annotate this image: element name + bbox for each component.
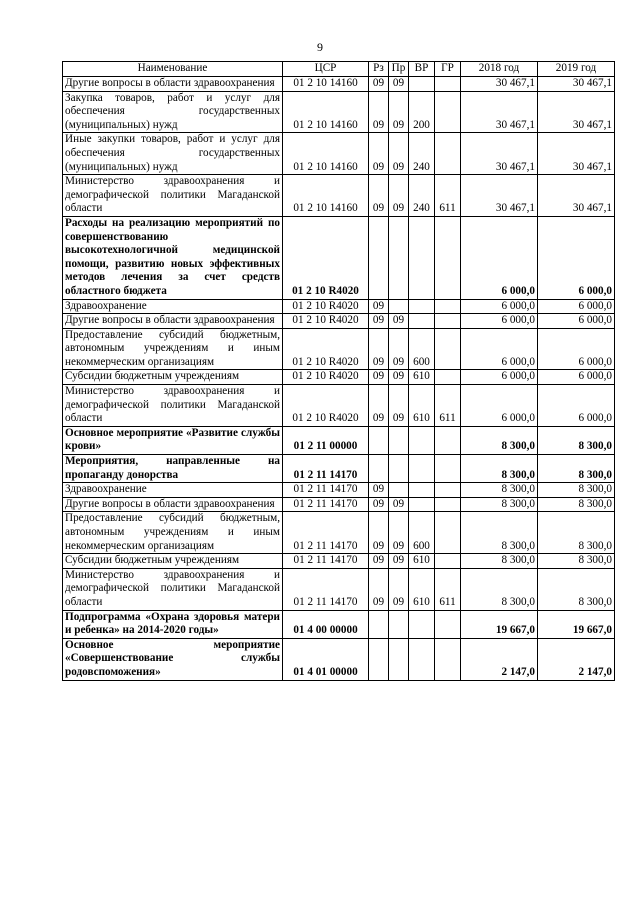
cell-pr: 09 [389, 370, 409, 385]
header-pr: Пр [389, 62, 409, 77]
cell-gr [435, 328, 461, 370]
cell-2018: 8 300,0 [461, 455, 538, 483]
cell-2018: 8 300,0 [461, 483, 538, 498]
cell-rz: 09 [369, 175, 389, 217]
budget-table [62, 61, 615, 681]
cell-vr [409, 497, 435, 512]
cell-name: Другие вопросы в области здравоохранения [63, 497, 283, 512]
cell-pr [389, 216, 409, 299]
table-row [63, 455, 615, 483]
cell-pr: 09 [389, 314, 409, 329]
cell-name: Здравоохранение [63, 299, 283, 314]
cell-name: Субсидии бюджетным учреждениям [63, 554, 283, 569]
header-name: Наименование [63, 62, 283, 77]
cell-gr [435, 426, 461, 454]
cell-2018: 8 300,0 [461, 512, 538, 554]
cell-rz: 09 [369, 299, 389, 314]
cell-rz [369, 638, 389, 680]
table-row [63, 133, 615, 175]
cell-gr [435, 638, 461, 680]
cell-gr [435, 512, 461, 554]
cell-pr: 09 [389, 554, 409, 569]
cell-rz: 09 [369, 385, 389, 427]
table-row [63, 175, 615, 217]
cell-pr: 09 [389, 77, 409, 92]
cell-vr [409, 638, 435, 680]
header-vr: ВР [409, 62, 435, 77]
cell-csr: 01 2 10 14160 [283, 133, 369, 175]
cell-pr [389, 299, 409, 314]
cell-vr: 610 [409, 370, 435, 385]
cell-2019: 6 000,0 [538, 299, 615, 314]
cell-rz: 09 [369, 512, 389, 554]
table-row [63, 299, 615, 314]
cell-gr [435, 455, 461, 483]
table-row [63, 497, 615, 512]
cell-csr: 01 2 10 R4020 [283, 314, 369, 329]
cell-pr: 09 [389, 512, 409, 554]
cell-csr: 01 2 10 R4020 [283, 328, 369, 370]
cell-rz: 09 [369, 77, 389, 92]
cell-vr [409, 314, 435, 329]
cell-csr: 01 2 11 14170 [283, 483, 369, 498]
cell-name: Основное мероприятие «Совершенствование службы родовспоможения» [63, 638, 283, 680]
cell-pr: 09 [389, 328, 409, 370]
cell-gr [435, 91, 461, 133]
cell-pr: 09 [389, 175, 409, 217]
cell-vr: 610 [409, 385, 435, 427]
cell-name: Предоставление субсидий бюджетным, автономным учреждениям и иным некоммерческим организациям [63, 328, 283, 370]
table-row [63, 426, 615, 454]
table-row [63, 554, 615, 569]
cell-name: Основное мероприятие «Развитие службы крови» [63, 426, 283, 454]
cell-pr: 09 [389, 568, 409, 610]
cell-name: Другие вопросы в области здравоохранения [63, 77, 283, 92]
cell-2019: 6 000,0 [538, 314, 615, 329]
cell-2019: 6 000,0 [538, 216, 615, 299]
cell-2018: 8 300,0 [461, 568, 538, 610]
cell-rz: 09 [369, 91, 389, 133]
cell-gr [435, 299, 461, 314]
cell-2018: 2 147,0 [461, 638, 538, 680]
cell-rz: 09 [369, 483, 389, 498]
cell-rz [369, 455, 389, 483]
cell-vr: 240 [409, 175, 435, 217]
cell-vr: 610 [409, 568, 435, 610]
cell-2018: 6 000,0 [461, 328, 538, 370]
header-2019: 2019 год [538, 62, 615, 77]
table-row [63, 568, 615, 610]
table-row [63, 328, 615, 370]
cell-name: Министерство здравоохранения и демографической политики Магаданской области [63, 175, 283, 217]
cell-csr: 01 2 10 R4020 [283, 385, 369, 427]
cell-pr [389, 610, 409, 638]
cell-name: Закупка товаров, работ и услуг для обеспечения государственных (муниципальных) нужд [63, 91, 283, 133]
cell-gr: 611 [435, 385, 461, 427]
table-row [63, 610, 615, 638]
cell-2018: 30 467,1 [461, 133, 538, 175]
cell-rz [369, 610, 389, 638]
cell-2018: 6 000,0 [461, 216, 538, 299]
cell-vr [409, 77, 435, 92]
cell-name: Здравоохранение [63, 483, 283, 498]
cell-name: Расходы на реализацию мероприятий по совершенствованию высокотехнологичной медицинской помощи, развитию новых эффективных методов лечения за счет средств областного бюджета [63, 216, 283, 299]
table-row [63, 77, 615, 92]
cell-name: Подпрограмма «Охрана здоровья матери и ребенка» на 2014-2020 годы» [63, 610, 283, 638]
page-number: 9 [317, 40, 323, 54]
table-row [63, 314, 615, 329]
cell-gr: 611 [435, 568, 461, 610]
table-row [63, 512, 615, 554]
table-row [63, 370, 615, 385]
cell-vr [409, 426, 435, 454]
cell-name: Субсидии бюджетным учреждениям [63, 370, 283, 385]
cell-2019: 8 300,0 [538, 483, 615, 498]
cell-vr: 610 [409, 554, 435, 569]
cell-gr [435, 133, 461, 175]
cell-csr: 01 2 11 14170 [283, 512, 369, 554]
table-row [63, 91, 615, 133]
cell-csr: 01 2 11 14170 [283, 568, 369, 610]
cell-rz [369, 216, 389, 299]
cell-2019: 30 467,1 [538, 91, 615, 133]
cell-gr [435, 483, 461, 498]
cell-pr: 09 [389, 497, 409, 512]
cell-2018: 30 467,1 [461, 77, 538, 92]
cell-gr [435, 497, 461, 512]
cell-rz: 09 [369, 328, 389, 370]
cell-2019: 6 000,0 [538, 370, 615, 385]
cell-pr [389, 455, 409, 483]
cell-2019: 30 467,1 [538, 133, 615, 175]
cell-pr: 09 [389, 91, 409, 133]
cell-csr: 01 2 10 R4020 [283, 299, 369, 314]
table-row [63, 483, 615, 498]
cell-2018: 30 467,1 [461, 91, 538, 133]
cell-csr: 01 2 10 14160 [283, 175, 369, 217]
cell-name: Предоставление субсидий бюджетным, автономным учреждениям и иным некоммерческим организациям [63, 512, 283, 554]
cell-vr: 600 [409, 512, 435, 554]
cell-gr [435, 610, 461, 638]
cell-gr [435, 554, 461, 569]
cell-vr [409, 455, 435, 483]
cell-2018: 8 300,0 [461, 554, 538, 569]
cell-2019: 8 300,0 [538, 426, 615, 454]
cell-pr [389, 426, 409, 454]
cell-csr: 01 2 11 00000 [283, 426, 369, 454]
cell-2019: 8 300,0 [538, 455, 615, 483]
cell-2018: 19 667,0 [461, 610, 538, 638]
cell-2018: 8 300,0 [461, 497, 538, 512]
cell-gr [435, 314, 461, 329]
table-row [63, 385, 615, 427]
cell-rz [369, 426, 389, 454]
cell-2019: 30 467,1 [538, 175, 615, 217]
cell-gr [435, 370, 461, 385]
cell-csr: 01 2 10 R4020 [283, 370, 369, 385]
cell-pr: 09 [389, 133, 409, 175]
cell-csr: 01 2 11 14170 [283, 497, 369, 512]
cell-2019: 8 300,0 [538, 568, 615, 610]
cell-name: Другие вопросы в области здравоохранения [63, 314, 283, 329]
cell-rz: 09 [369, 370, 389, 385]
cell-rz: 09 [369, 554, 389, 569]
cell-csr: 01 2 10 R4020 [283, 216, 369, 299]
cell-vr [409, 483, 435, 498]
cell-2019: 8 300,0 [538, 512, 615, 554]
cell-vr: 240 [409, 133, 435, 175]
cell-2019: 6 000,0 [538, 385, 615, 427]
cell-name: Мероприятия, направленные на пропаганду донорства [63, 455, 283, 483]
cell-vr [409, 216, 435, 299]
cell-2018: 6 000,0 [461, 299, 538, 314]
cell-rz: 09 [369, 568, 389, 610]
cell-2019: 19 667,0 [538, 610, 615, 638]
cell-pr [389, 638, 409, 680]
cell-2019: 8 300,0 [538, 554, 615, 569]
cell-rz: 09 [369, 497, 389, 512]
cell-name: Иные закупки товаров, работ и услуг для обеспечения государственных (муниципальных) нужд [63, 133, 283, 175]
cell-2019: 8 300,0 [538, 497, 615, 512]
table-row [63, 638, 615, 680]
cell-gr: 611 [435, 175, 461, 217]
cell-vr [409, 299, 435, 314]
cell-name: Министерство здравоохранения и демографической политики Магаданской области [63, 385, 283, 427]
cell-rz: 09 [369, 314, 389, 329]
cell-csr: 01 2 10 14160 [283, 91, 369, 133]
cell-2019: 6 000,0 [538, 328, 615, 370]
cell-gr [435, 77, 461, 92]
cell-csr: 01 2 11 14170 [283, 455, 369, 483]
cell-2018: 30 467,1 [461, 175, 538, 217]
cell-csr: 01 2 11 14170 [283, 554, 369, 569]
cell-2019: 30 467,1 [538, 77, 615, 92]
cell-rz: 09 [369, 133, 389, 175]
cell-csr: 01 4 01 00000 [283, 638, 369, 680]
header-2018: 2018 год [461, 62, 538, 77]
cell-gr [435, 216, 461, 299]
cell-csr: 01 4 00 00000 [283, 610, 369, 638]
cell-2018: 6 000,0 [461, 370, 538, 385]
cell-csr: 01 2 10 14160 [283, 77, 369, 92]
cell-vr: 200 [409, 91, 435, 133]
cell-2018: 8 300,0 [461, 426, 538, 454]
header-gr: ГР [435, 62, 461, 77]
cell-2018: 6 000,0 [461, 385, 538, 427]
header-csr: ЦСР [283, 62, 369, 77]
cell-vr [409, 610, 435, 638]
header-row [63, 62, 615, 77]
cell-2019: 2 147,0 [538, 638, 615, 680]
cell-pr [389, 483, 409, 498]
cell-2018: 6 000,0 [461, 314, 538, 329]
cell-vr: 600 [409, 328, 435, 370]
cell-name: Министерство здравоохранения и демографической политики Магаданской области [63, 568, 283, 610]
table-row [63, 216, 615, 299]
header-rz: Рз [369, 62, 389, 77]
cell-pr: 09 [389, 385, 409, 427]
